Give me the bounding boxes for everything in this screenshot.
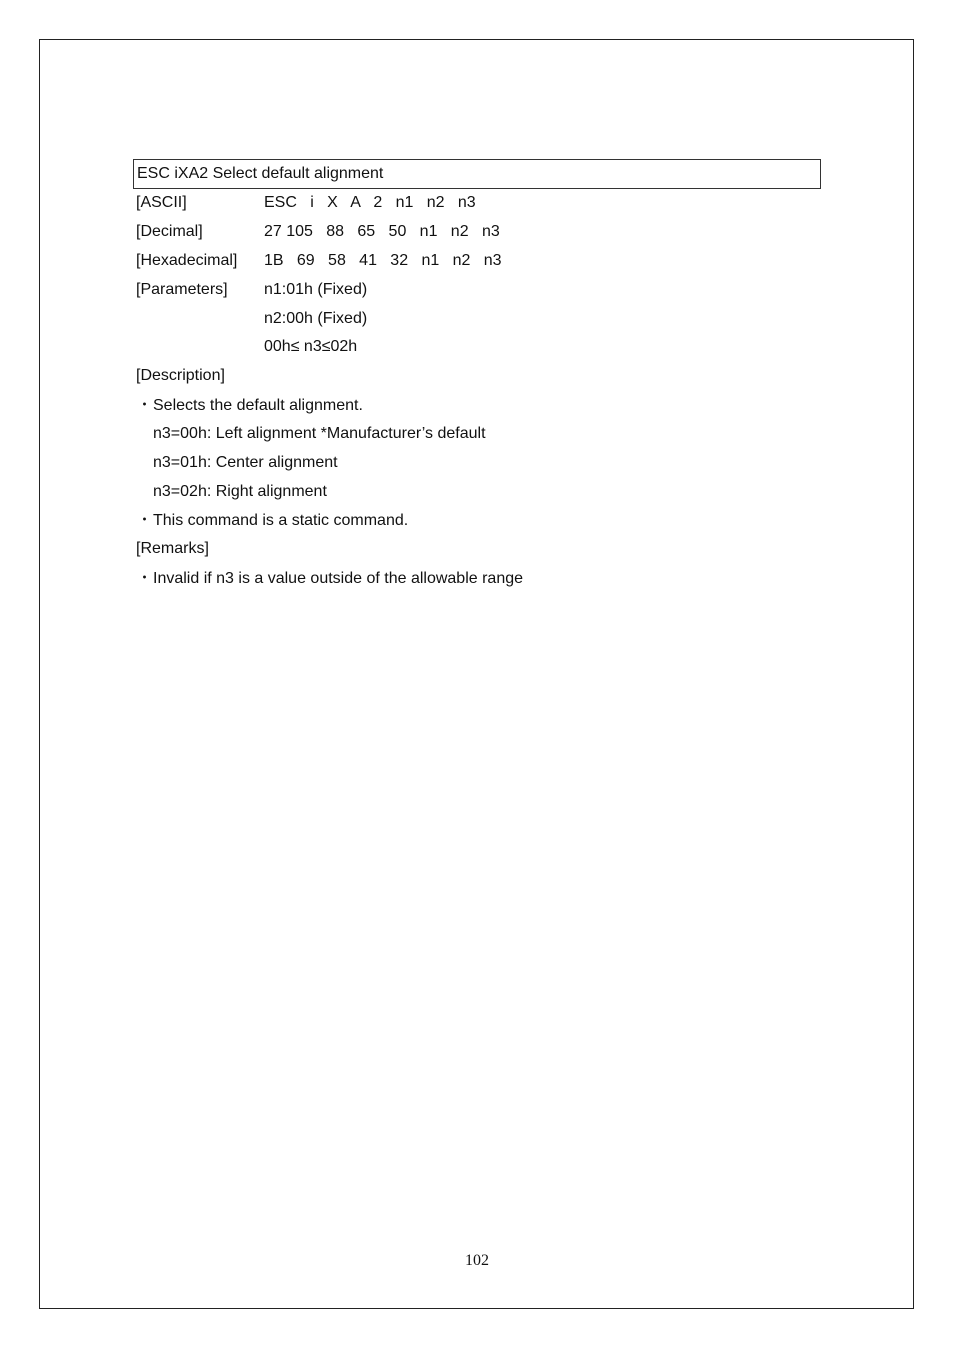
remarks-bullet-1 <box>136 569 523 589</box>
hex-value: 1B 69 58 41 32 n1 n2 n3 <box>264 252 502 269</box>
command-title: ESC iXA2 Select default alignment <box>133 159 821 189</box>
alignment-option-right: n3=02h: Right alignment <box>153 483 327 500</box>
parameters-label: [Parameters] <box>136 281 228 298</box>
parameter-n3-range: 00h≤ n3≤02h <box>264 338 358 355</box>
remarks-bullet-1-text: Invalid if n3 is a value outside of the allowable range <box>153 570 524 587</box>
decimal-value: 27 105 88 65 50 n1 n2 n3 <box>264 223 500 240</box>
description-bullet-2-text: This command is a static command. <box>153 512 409 529</box>
description-bullet-2 <box>136 511 408 531</box>
parameter-n2: n2:00h (Fixed) <box>264 310 368 327</box>
hex-label: [Hexadecimal] <box>136 252 238 269</box>
parameter-n1: n1:01h (Fixed) <box>264 281 368 298</box>
description-bullet-1-text: Selects the default alignment. <box>153 397 363 414</box>
alignment-option-left: n3=00h: Left alignment *Manufacturer’s default <box>153 425 486 442</box>
remarks-heading: [Remarks] <box>136 540 209 557</box>
page-number: 102 <box>465 1252 489 1269</box>
description-bullet-1 <box>136 396 363 416</box>
description-heading: [Description] <box>136 367 225 384</box>
ascii-label: [ASCII] <box>136 194 187 211</box>
decimal-label: [Decimal] <box>136 223 203 240</box>
alignment-option-center: n3=01h: Center alignment <box>153 454 338 471</box>
ascii-value: ESC i X A 2 n1 n2 n3 <box>264 194 476 211</box>
